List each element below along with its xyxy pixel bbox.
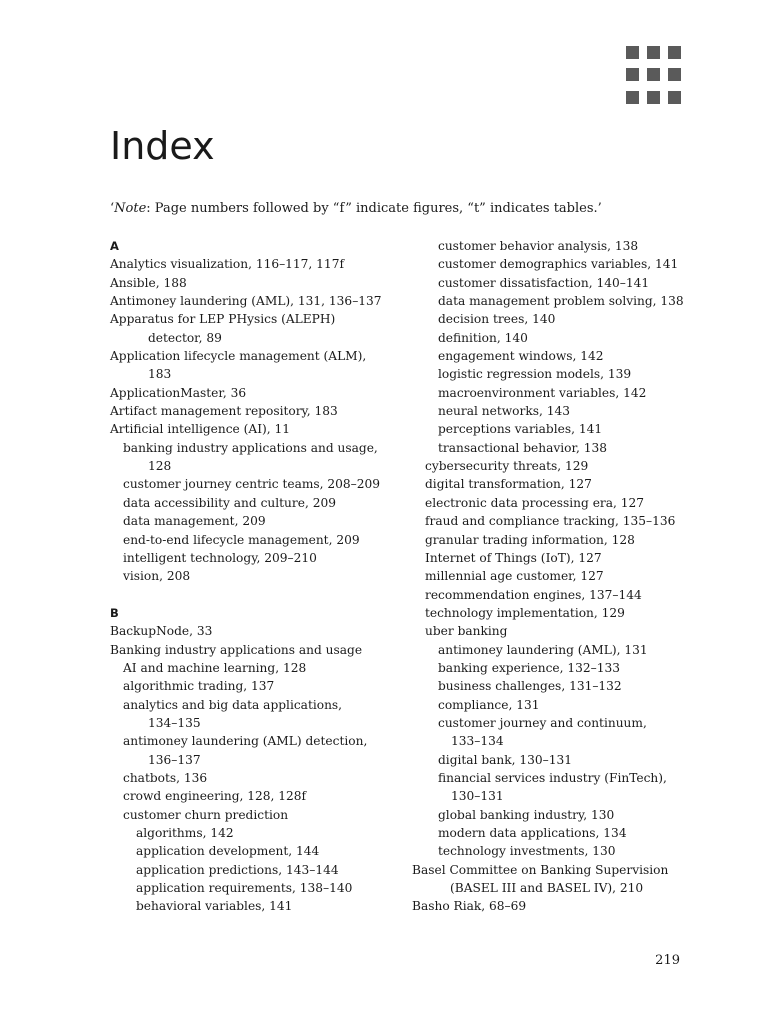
index-subentry: logistic regression models, 139 (438, 367, 632, 382)
index-subentry: modern data applications, 134 (438, 826, 627, 840)
index-subentry: transactional behavior, 138 (438, 440, 607, 455)
index-entry-continuation: 183 (148, 367, 172, 382)
index-entry: Ansible, 188 (110, 275, 187, 290)
index-entry: Analytics visualization, 116–117, 117f (110, 257, 344, 272)
index-column-right (412, 237, 732, 916)
index-subentry: banking industry applications and usage, (123, 440, 378, 455)
index-subentry: millennial age customer, 127 (425, 569, 604, 584)
index-subentry: chatbots, 136 (123, 770, 208, 785)
index-column-left (110, 237, 410, 916)
index-subentry: behavioral variables, 141 (136, 899, 293, 914)
index-subentry: definition, 140 (438, 330, 528, 345)
page-title: Index (110, 124, 215, 168)
index-entry: Antimoney laundering (AML), 131, 136–137 (110, 294, 382, 309)
index-subentry: cybersecurity threats, 129 (425, 459, 589, 474)
index-entry-continuation: 133–134 (451, 734, 504, 749)
index-subentry: engagement windows, 142 (438, 349, 604, 364)
index-entry-continuation: 128 (148, 459, 172, 474)
index-subentry: Internet of Things (IoT), 127 (425, 550, 602, 565)
index-entry-continuation: 134–135 (148, 715, 201, 730)
index-subentry: perceptions variables, 141 (438, 422, 603, 437)
index-subentry: algorithms, 142 (136, 826, 234, 840)
index-entry: Application lifecycle management (ALM), (110, 349, 367, 364)
index-subentry: data management, 209 (123, 514, 266, 529)
index-entry: Artifact management repository, 183 (110, 404, 338, 419)
section-letter: A (110, 239, 119, 253)
index-subentry: antimoney laundering (AML), 131 (438, 642, 648, 657)
index-subentry: technology investments, 130 (438, 844, 616, 859)
index-entry: Basel Committee on Banking Supervision (412, 862, 669, 877)
index-subentry: application development, 144 (136, 844, 320, 859)
index-subentry: fraud and compliance tracking, 135–136 (425, 514, 676, 529)
note-text: : Page numbers followed by “f” indicate figures, “t” indicates tables.’ (146, 201, 602, 216)
index-entry: Basho Riak, 68–69 (412, 899, 527, 914)
index-subentry: customer churn prediction (123, 807, 289, 822)
index-subentry: decision trees, 140 (438, 312, 556, 327)
index-subentry: customer dissatisfaction, 140–141 (438, 275, 650, 290)
index-subentry: electronic data processing era, 127 (425, 495, 645, 510)
index-subentry: digital bank, 130–131 (438, 752, 573, 767)
index-subentry: vision, 208 (123, 569, 191, 584)
index-subentry: application requirements, 138–140 (136, 881, 353, 896)
index-entry: Artificial intelligence (AI), 11 (110, 422, 291, 437)
note-quote-open: ‘ (110, 201, 115, 216)
index-subentry: data accessibility and culture, 209 (123, 495, 336, 510)
index-subentry: technology implementation, 129 (425, 605, 625, 620)
index-subentry: customer behavior analysis, 138 (438, 239, 639, 253)
index-entry-continuation: 130–131 (451, 789, 504, 804)
note-label: Note (114, 201, 147, 216)
index-subentry: crowd engineering, 128, 128f (123, 789, 307, 804)
index-subentry: compliance, 131 (438, 697, 540, 712)
index-subentry: customer journey centric teams, 208–209 (123, 477, 381, 492)
index-subentry: data management problem solving, 138 (438, 294, 684, 309)
section-letter: B (110, 605, 119, 620)
index-subentry: digital transformation, 127 (425, 477, 592, 492)
index-subentry: business challenges, 131–132 (438, 679, 622, 694)
index-subentry: analytics and big data applications, (123, 697, 343, 712)
index-subentry: end-to-end lifecycle management, 209 (123, 532, 360, 547)
index-entry: Apparatus for LEP PHysics (ALEPH) (110, 312, 336, 327)
index-subentry: financial services industry (FinTech), (438, 770, 667, 785)
index-subentry: customer demographics variables, 141 (438, 257, 679, 272)
page-number: 219 (655, 953, 680, 968)
index-subentry: intelligent technology, 209–210 (123, 550, 317, 565)
index-subentry: macroenvironment variables, 142 (438, 385, 647, 400)
index-entry-continuation: (BASEL III and BASEL IV), 210 (450, 881, 644, 896)
index-subentry: AI and machine learning, 128 (123, 660, 307, 675)
index-subentry: antimoney laundering (AML) detection, (123, 734, 368, 749)
index-subentry: neural networks, 143 (438, 404, 570, 419)
index-subentry: granular trading information, 128 (425, 532, 635, 547)
index-subentry: recommendation engines, 137–144 (425, 587, 642, 602)
index-entry: Banking industry applications and usage (110, 642, 363, 657)
index-entry-continuation: 136–137 (148, 752, 201, 767)
index-subentry: uber banking (425, 624, 508, 639)
index-subentry: algorithmic trading, 137 (123, 679, 275, 694)
grid-squares-icon (626, 46, 682, 104)
index-note (110, 199, 602, 219)
index-subentry: customer journey and continuum, (438, 715, 647, 730)
index-subentry: banking experience, 132–133 (438, 660, 621, 675)
index-entry-continuation: detector, 89 (148, 330, 222, 345)
index-entry: ApplicationMaster, 36 (110, 385, 247, 400)
index-subentry: application predictions, 143–144 (136, 862, 339, 877)
index-entry: BackupNode, 33 (110, 624, 213, 639)
index-subentry: global banking industry, 130 (438, 807, 615, 822)
section-gap (110, 586, 410, 604)
